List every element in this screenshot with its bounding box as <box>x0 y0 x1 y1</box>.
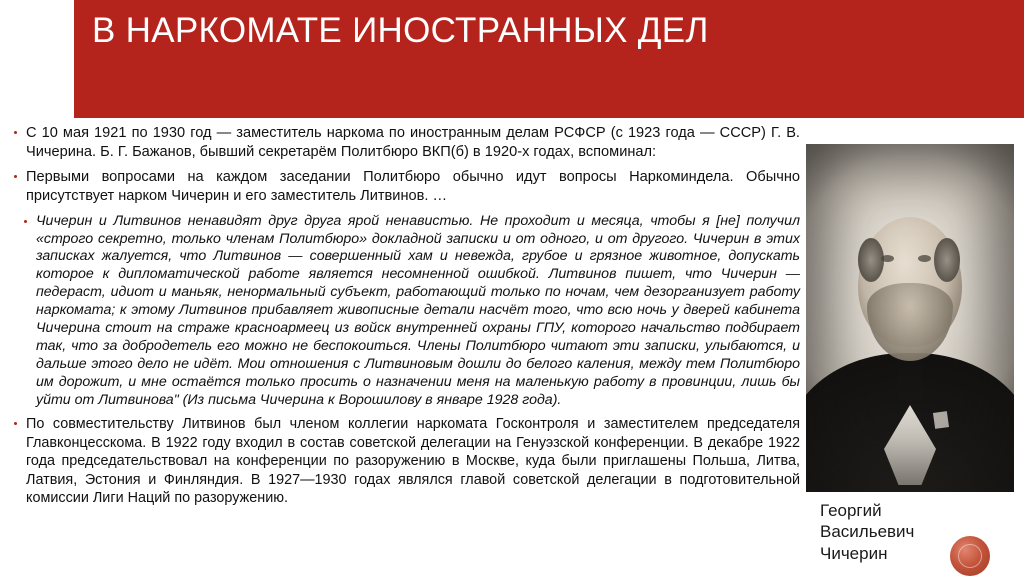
portrait-photo-image <box>806 144 1014 492</box>
decorative-seal-ring <box>958 544 982 568</box>
body-paragraph-2: Первыми вопросами на каждом заседании Политбюро обычно идут вопросы Наркоминдела. Обычно присутствует нарком Чичерин и его заместитель Литвинов. … <box>10 168 800 205</box>
body-paragraph-3: По совместительству Литвинов был членом коллегии наркомата Госконтроля и заместителем председателя Главконцесскома. В 1922 году входил в состав советской делегации на Генуэзской конференции. В декабре 1922 года председательствовал на конференции по разоружению в Москве, куда были приглашены Польша, Литва, Латвия, Эстония и Финляндия. В 1927—1930 годах являлся главой советской делегации в подготовительной комиссии Лиги Наций по разоружению. <box>10 415 800 507</box>
body-quote: Чичерин и Литвинов ненавидят друг друга ярой ненавистью. Не проходит и месяца, чтобы я [не] получил «строго секретно, только членам Политбюро» докладной записки и от одного, и от другого. Чичерин в этих записках жалуется, что Литвинов — совершенный хам и невежда, грубое и грязное животное, допускать которое к дипломатической работе является несомненной ошибкой. Литвинов пишет, что Чичерин — педераст, идиот и маньяк, ненормальный субъект, работающий только по ночам, чем дезорганизует работу наркомата; к этому Литвинов прибавляет живописные детали насчёт того, что всю ночь у дверей кабинета Чичерина стоит на страже красноармеец из войск внутренней охраны ГПУ, которого начальство подбирает так, что за добродетель его можно не беспокоиться. Члены Политбюро читают эти записки, улыбаются, и дальше этого дело не идёт. Мои отношения с Литвиновым дошли до белого каления, между тем Политбюро им дорожит, и мне остаётся только просить о назначении меня на маленькую работу в провинции, лишь бы уйти от Литвинова" (Из письма Чичерина к Ворошилову в январе 1928 года). <box>10 213 800 410</box>
slide-title-banner <box>74 0 1024 118</box>
slide-body <box>10 124 800 515</box>
body-paragraph-1: С 10 мая 1921 по 1930 год — заместитель наркома по иностранным делам РСФСР (с 1923 года — СССР) Г. В. Чичерина. Б. Г. Бажанов, бывший секретарём Политбюро ВКП(б) в 1920-х годах, вспоминал: <box>10 124 800 161</box>
portrait-photo <box>806 144 1014 492</box>
page-title: В НАРКОМАТЕ ИНОСТРАННЫХ ДЕЛ <box>92 11 709 50</box>
portrait-caption: Георгий Васильевич Чичерин <box>820 501 915 563</box>
decorative-seal-icon <box>950 536 990 576</box>
portrait-vignette <box>806 144 1014 492</box>
